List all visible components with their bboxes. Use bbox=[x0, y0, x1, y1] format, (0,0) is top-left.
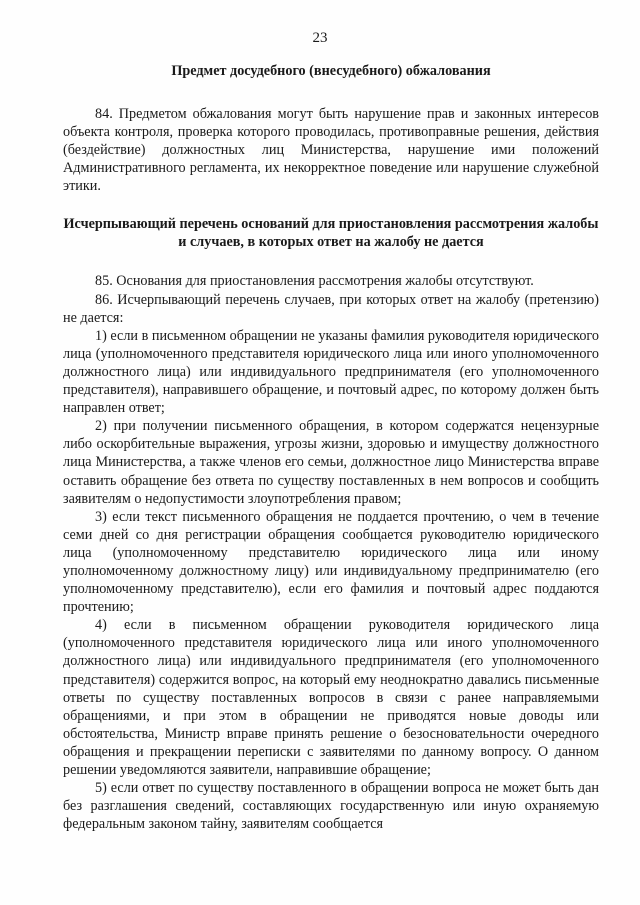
paragraph-86: 86. Исчерпывающий перечень случаев, при которых ответ на жалобу (претензию) не дается: bbox=[63, 291, 599, 326]
paragraph-84: 84. Предметом обжалования могут быть нарушение прав и законных интересов объекта контроля, проверка которого проводилась, противоправные решения, действия (бездействие) должностных лиц Министерства, нарушение ими положений Административного регламента, их некорректное поведение или нарушение служебной этики. bbox=[63, 106, 599, 195]
paragraph-85: 85. Основания для приостановления рассмотрения жалобы отсутствуют. bbox=[95, 273, 534, 290]
list-item-2: 2) при получении письменного обращения, в котором содержатся нецензурные либо оскорбительные выражения, угрозы жизни, здоровью и имуществу должностного лица Министерства, а также членов его семьи, должностное лицо Министерства вправе оставить обращение без ответа по существу поставленных в нем вопросов и сообщить заявителям о недопустимости злоупотребления правом; bbox=[63, 418, 599, 507]
list-item-4: 4) если в письменном обращении руководителя юридического лица (уполномоченного представителя юридического лица или иного уполномоченного должностного лица) или индивидуального предпринимателя (его уполномоченного представителя) содержится вопрос, на который ему неоднократно давались письменные ответы по существу поставленных вопросов в связи с ранее направляемыми обращениями, и при этом в обращении не приводятся новые доводы или обстоятельства, Министр вправе принять решение о безосновательности очередного обращения и прекращении переписки с заявителями по данному вопросу. О данном решении уведомляются заявители, направившие обращение; bbox=[63, 617, 599, 778]
list-item-5: 5) если ответ по существу поставленного в обращении вопроса не может быть дан без разглашения сведений, составляющих государственную или иную охраняемую федеральным законом тайну, заявителям сообщается bbox=[63, 780, 599, 833]
page-number: 23 bbox=[312, 30, 328, 46]
list-item-1: 1) если в письменном обращении не указаны фамилия руководителя юридического лица (уполномоченного представителя юридического лица или иного уполномоченного должностного лица) или индивидуального предпринимателя (его уполномоченного представителя), направившего обращение, и почтовый адрес, по которому должен быть направлен ответ; bbox=[63, 327, 599, 417]
section-heading-suspension-grounds: Исчерпывающий перечень оснований для приостановления рассмотрения жалобы и случаев, в которых ответ на жалобу не дается bbox=[63, 216, 599, 251]
section-heading-appeal-subject: Предмет досудебного (внесудебного) обжалования bbox=[171, 63, 491, 79]
document-body bbox=[63, 62, 599, 833]
list-item-3: 3) если текст письменного обращения не поддается прочтению, о чем в течение семи дней со дня регистрации обращения сообщается руководителю юридического лица (уполномоченному представителю юридического лица или иному уполномоченному должностному лицу) или индивидуальному предпринимателю (его уполномоченному представителю), если его фамилия и почтовый адрес поддаются прочтению; bbox=[63, 508, 599, 616]
